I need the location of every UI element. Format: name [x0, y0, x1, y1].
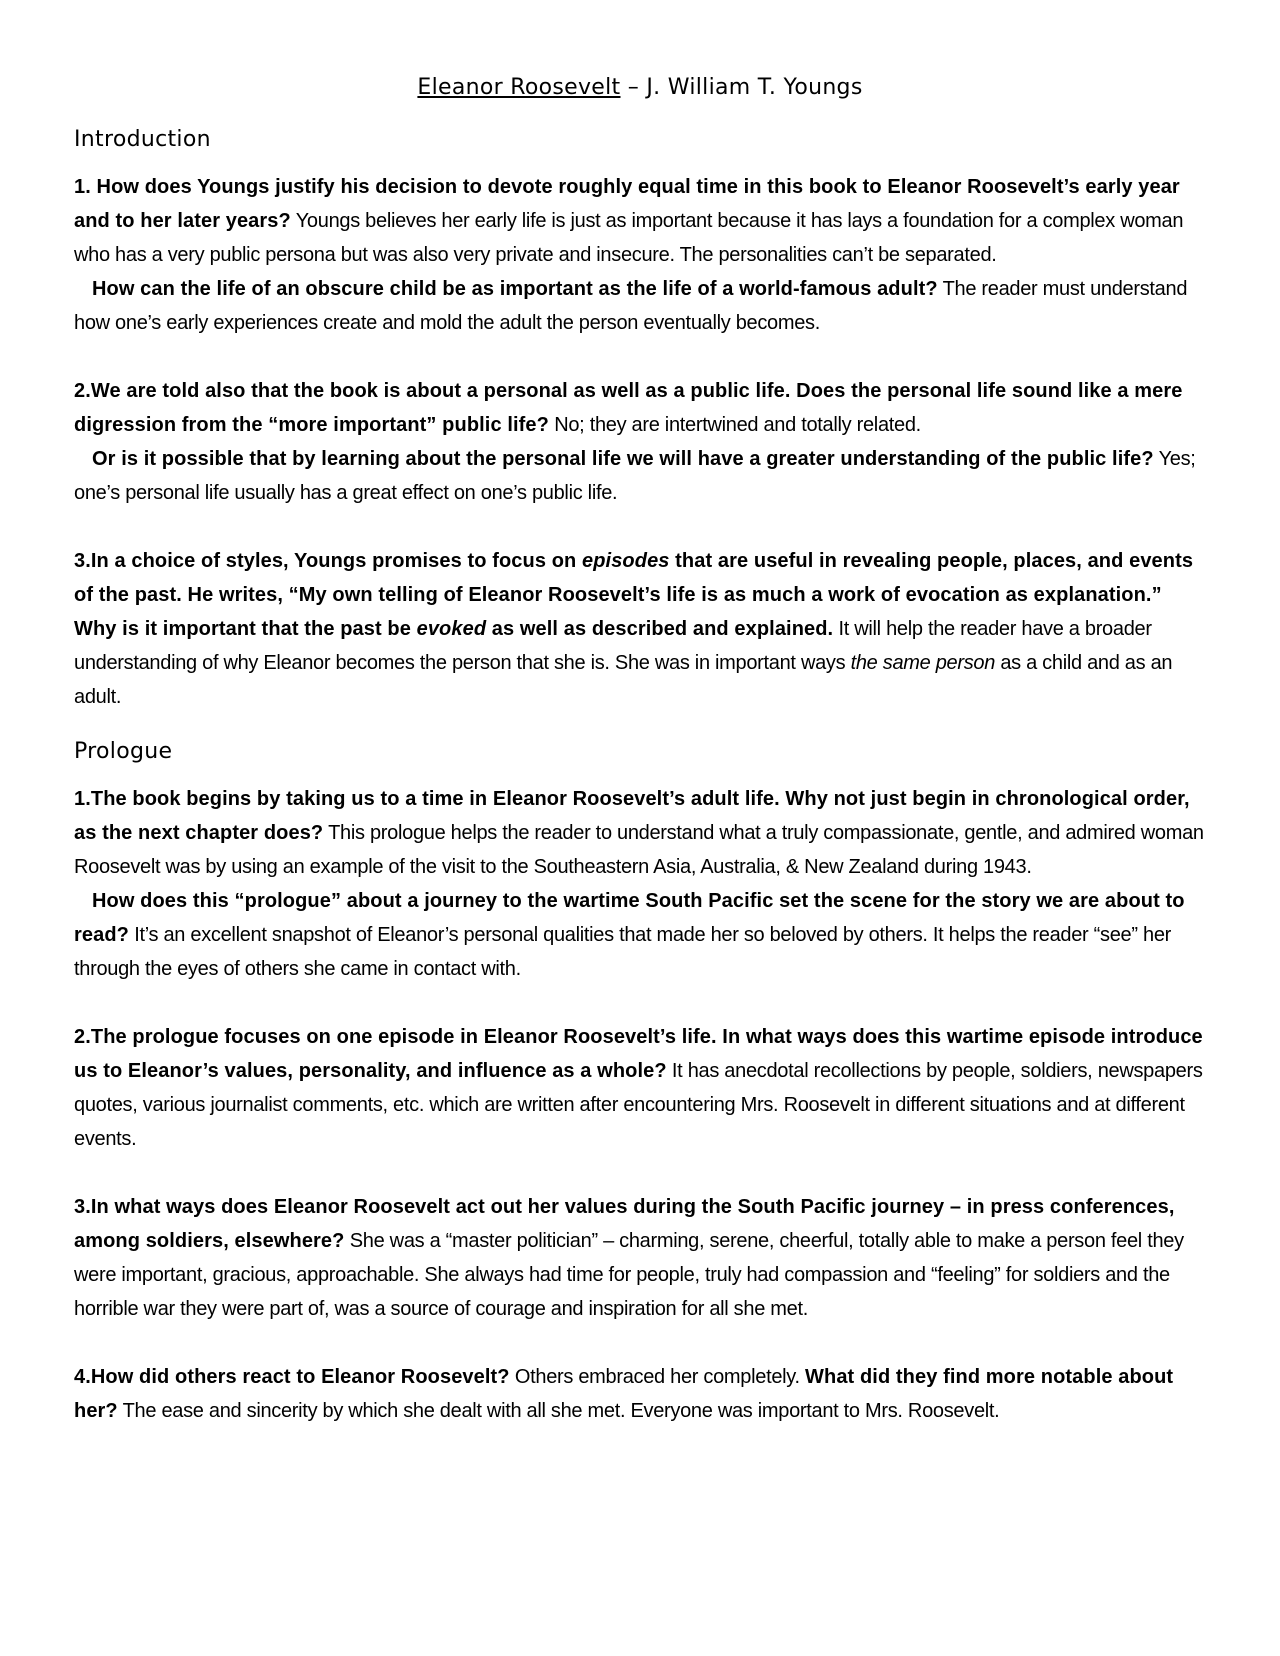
answer-text: She was a “master politician” – charming, serene, cheerful, totally able to make a person feel they were important, gracious, approachable. She always had time for people, truly had compassion and “feeling” for soldiers and the horrible war they were part of, was a source of courage and inspiration for all she met. — [74, 1230, 1184, 1320]
answer-text: No; they are intertwined and totally related. — [548, 414, 921, 436]
question-part: that are useful in revealing people, places, and events of the past. He writes, “My own telling of Eleanor Roosevelt’s life is as much a work of evocation as explanation.” Why is it important that the past be — [74, 550, 1194, 640]
section-heading-prologue: Prologue — [74, 739, 173, 764]
answer-text: as a child and as an adult. — [74, 652, 1173, 708]
question-text: 3.In what ways does Eleanor Roosevelt act out her values during the South Pacific journey – in press conferences, among soldiers, elsewhere? — [74, 1196, 1175, 1252]
prologue-question-1 — [74, 782, 1206, 884]
question-text: How can the life of an obscure child be as important as the life of a world-famous adult? — [92, 278, 938, 300]
question-emphasis: episodes — [582, 550, 670, 572]
question-emphasis: evoked — [416, 618, 487, 640]
spacer — [74, 510, 1206, 544]
book-title: Eleanor Roosevelt — [417, 75, 621, 100]
answer-text: Others embraced her completely. — [509, 1366, 806, 1388]
answer-text: This prologue helps the reader to understand what a truly compassionate, gentle, and admired woman Roosevelt was by using an example of the visit to the Southeastern Asia, Australia, & New Zealand during 1943. — [74, 822, 1204, 878]
spacer — [74, 986, 1206, 1020]
intro-question-3 — [74, 544, 1206, 714]
answer-text: The reader must understand how one’s early experiences create and mold the adult the person eventually becomes. — [74, 278, 1188, 334]
spacer — [74, 1156, 1206, 1190]
intro-question-2 — [74, 374, 1206, 442]
intro-question-1-followup — [74, 272, 1206, 340]
answer-emphasis: the same person — [850, 652, 996, 674]
answer-text: The ease and sincerity by which she dealt with all she met. Everyone was important to Mrs. Roosevelt. — [117, 1400, 1000, 1422]
question-text: What did they find more notable about her? — [74, 1366, 1174, 1422]
question-text: 2.We are told also that the book is about a personal as well as a public life. Does the personal life sound like a mere digression from the “more important” public life? — [74, 380, 1183, 436]
question-text: 1. How does Youngs justify his decision to devote roughly equal time in this book to Eleanor Roosevelt’s early year and to her later years? — [74, 176, 1180, 232]
prologue-question-3 — [74, 1190, 1206, 1326]
question-part: as well as described and explained. — [486, 618, 834, 640]
answer-text: It’s an excellent snapshot of Eleanor’s personal qualities that made her so beloved by others. It helps the reader “see” her through the eyes of others she came in contact with. — [74, 924, 1172, 980]
question-text: 4.How did others react to Eleanor Roosevelt? — [74, 1366, 510, 1388]
prologue-question-4 — [74, 1360, 1206, 1428]
answer-text: It will help the reader have a broader understanding of why Eleanor becomes the person that she is. She was in important ways — [74, 618, 1152, 674]
prologue-question-2 — [74, 1020, 1206, 1156]
question-text: How does this “prologue” about a journey to the wartime South Pacific set the scene for the story we are about to read? — [74, 890, 1185, 946]
document-title — [74, 70, 1206, 106]
question-text: Or is it possible that by learning about the personal life we will have a greater understanding of the public life? — [92, 448, 1154, 470]
title-author: – J. William T. Youngs — [620, 75, 863, 100]
section-heading-introduction: Introduction — [74, 127, 211, 152]
question-text: 2.The prologue focuses on one episode in Eleanor Roosevelt’s life. In what ways does this wartime episode introduce us to Eleanor’s values, personality, and influence as a whole? — [74, 1026, 1203, 1082]
spacer — [74, 1326, 1206, 1360]
answer-text: It has anecdotal recollections by people, soldiers, newspapers quotes, various journalist comments, etc. which are written after encountering Mrs. Roosevelt in different situations and at different events. — [74, 1060, 1203, 1150]
intro-question-2-followup — [74, 442, 1206, 510]
prologue-question-1-followup — [74, 884, 1206, 986]
answer-text: Youngs believes her early life is just as important because it has lays a foundation for a complex woman who has a very public persona but was also very private and insecure. The personalities can’t be separated. — [74, 210, 1184, 266]
spacer — [74, 340, 1206, 374]
intro-question-1 — [74, 170, 1206, 272]
question-text: 1.The book begins by taking us to a time in Eleanor Roosevelt’s adult life. Why not just begin in chronological order, as the next chapter does? — [74, 788, 1190, 844]
spacer — [74, 714, 1206, 736]
answer-text: Yes; one’s personal life usually has a great effect on one’s public life. — [74, 448, 1196, 504]
question-part: 3.In a choice of styles, Youngs promises to focus on — [74, 550, 583, 572]
